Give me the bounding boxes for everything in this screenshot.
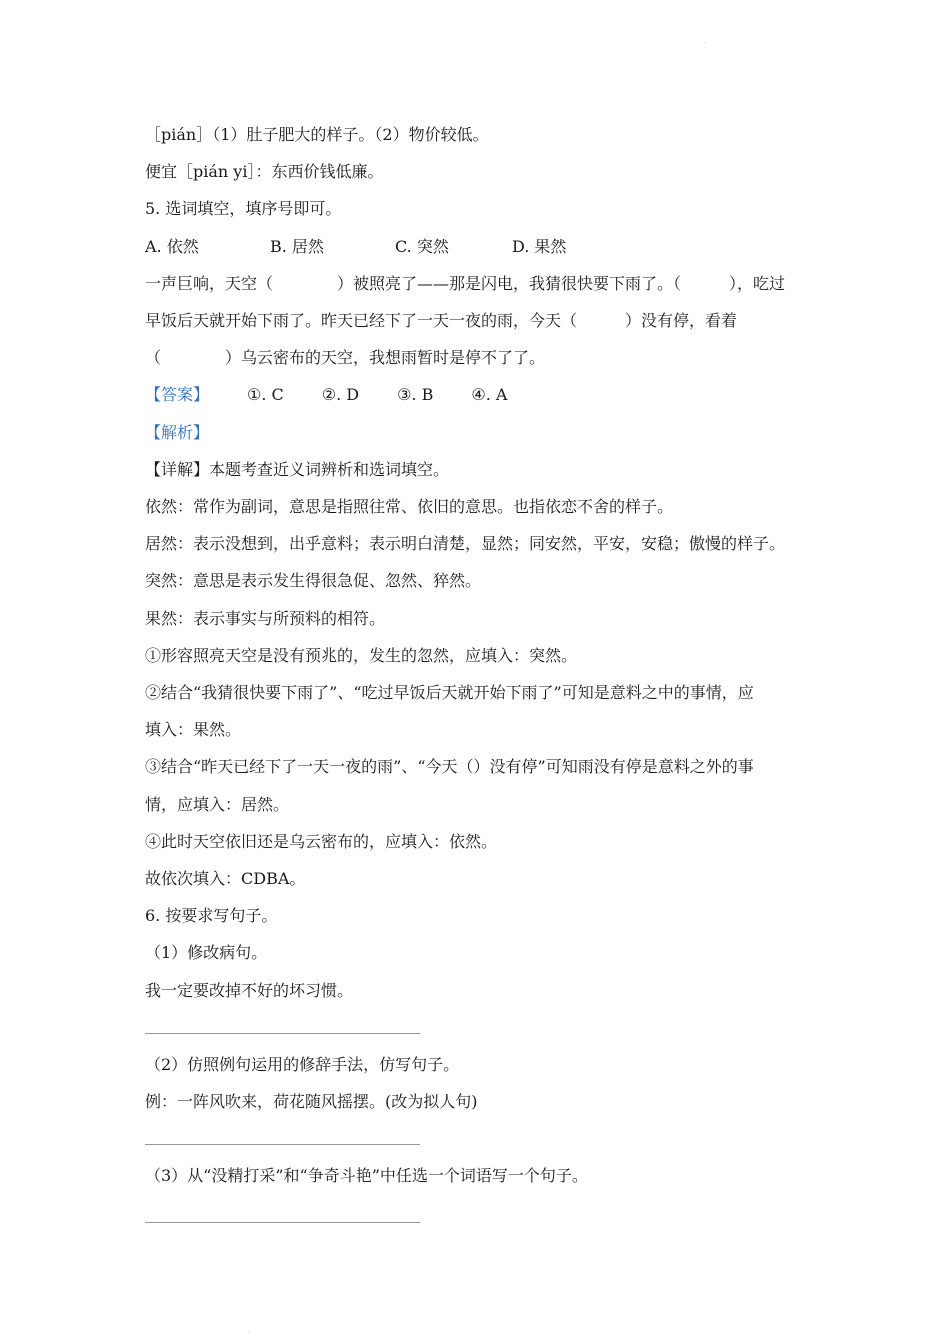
question-5-text-line-1 xyxy=(145,265,810,302)
question-6-part-2: （2）仿照例句运用的修辞手法，仿写句子。 xyxy=(145,1054,460,1074)
analysis-point-1: ①形容照亮天空是没有预兆的，发生的忽然，应填入：突然。 xyxy=(145,645,578,665)
analysis-point-4: ④此时天空依旧还是乌云密布的，应填入：依然。 xyxy=(145,831,498,851)
answer-tag: 【答案】 xyxy=(145,385,210,405)
analysis-point-2-cont: 填入：果然。 xyxy=(145,720,242,740)
option-c: C. 突然 xyxy=(395,236,449,256)
final-answer: 故依次填入：CDBA。 xyxy=(145,869,306,889)
header-mark: · xyxy=(704,40,706,47)
text-segment: ）没有停，看着 xyxy=(625,311,738,331)
analysis-point-3: ③结合“昨天已经下了一天一夜的雨”、“今天（）没有停”可知雨没有停是意料之外的事 xyxy=(145,757,754,777)
text-segment: 早饭后天就开始下雨了。昨天已经下了一天一夜的雨，今天（ xyxy=(145,311,578,331)
document-page xyxy=(145,116,810,1235)
guoran-definition: 果然：表示事实与所预料的相符。 xyxy=(145,608,386,628)
question-5-options xyxy=(145,228,810,265)
question-5-text-line-2 xyxy=(145,302,810,339)
turan-definition: 突然：意思是表示发生得很急促、忽然、猝然。 xyxy=(145,571,482,591)
analysis-point-2: ②结合“我猜很快要下雨了”、“吃过早饭后天就开始下雨了”可知是意料之中的事情，应 xyxy=(145,683,754,703)
pian-definition: ［pián］（1）肚子肥大的样子。（2）物价较低。 xyxy=(145,125,489,144)
answer-item: ③. B xyxy=(397,385,434,405)
text-segment: ）乌云密布的天空，我想雨暂时是停不了了。 xyxy=(225,348,546,368)
pianyi-definition: 便宜［pián yi］：东西价钱低廉。 xyxy=(145,162,384,182)
answer-item: ②. D xyxy=(321,385,360,405)
question-6-part-2-example: 例：一阵风吹来，荷花随风摇摆。(改为拟人句) xyxy=(145,1092,478,1112)
option-a: A. 依然 xyxy=(145,236,199,256)
text-segment: （ xyxy=(145,348,162,368)
text-segment: 一声巨响，天空（ xyxy=(145,273,274,293)
analysis-tag: 【解析】 xyxy=(145,422,210,442)
answer-line-blank-1[interactable] xyxy=(145,1033,420,1034)
question-5-text-line-3 xyxy=(145,339,810,376)
text-segment: ）被照亮了——那是闪电，我猜很快要下雨了。（ xyxy=(337,273,682,293)
juran-definition: 居然：表示没想到，出乎意料；表示明白清楚，显然；同安然，平安，安稳；傲慢的样子。 xyxy=(145,534,786,554)
footer-mark: · xyxy=(248,1330,250,1337)
question-6-part-1: （1）修改病句。 xyxy=(145,943,268,963)
yiran-definition: 依然：常作为副词，意思是指照往常、依旧的意思。也指依恋不舍的样子。 xyxy=(145,497,674,517)
question-6-part-1-sentence: 我一定要改掉不好的坏习惯。 xyxy=(145,980,354,1000)
question-6-title: 6. 按要求写句子。 xyxy=(145,906,278,926)
answer-item: ④. A xyxy=(471,385,508,405)
answer-line-blank-2[interactable] xyxy=(145,1144,420,1145)
analysis-point-3-cont: 情，应填入：居然。 xyxy=(145,794,290,814)
option-d: D. 果然 xyxy=(512,236,567,256)
question-5-title: 5. 选词填空，填序号即可。 xyxy=(145,199,342,219)
answer-item: ①. C xyxy=(247,385,284,405)
detail-line: 【详解】本题考查近义词辨析和选词填空。 xyxy=(145,459,450,479)
answer-line-blank-3[interactable] xyxy=(145,1222,420,1223)
text-segment: ），吃过 xyxy=(729,273,786,293)
question-6-part-3: （3）从“没精打采”和“争奇斗艳”中任选一个词语写一个句子。 xyxy=(145,1166,588,1186)
answer-line xyxy=(145,376,810,413)
option-b: B. 居然 xyxy=(270,236,324,256)
